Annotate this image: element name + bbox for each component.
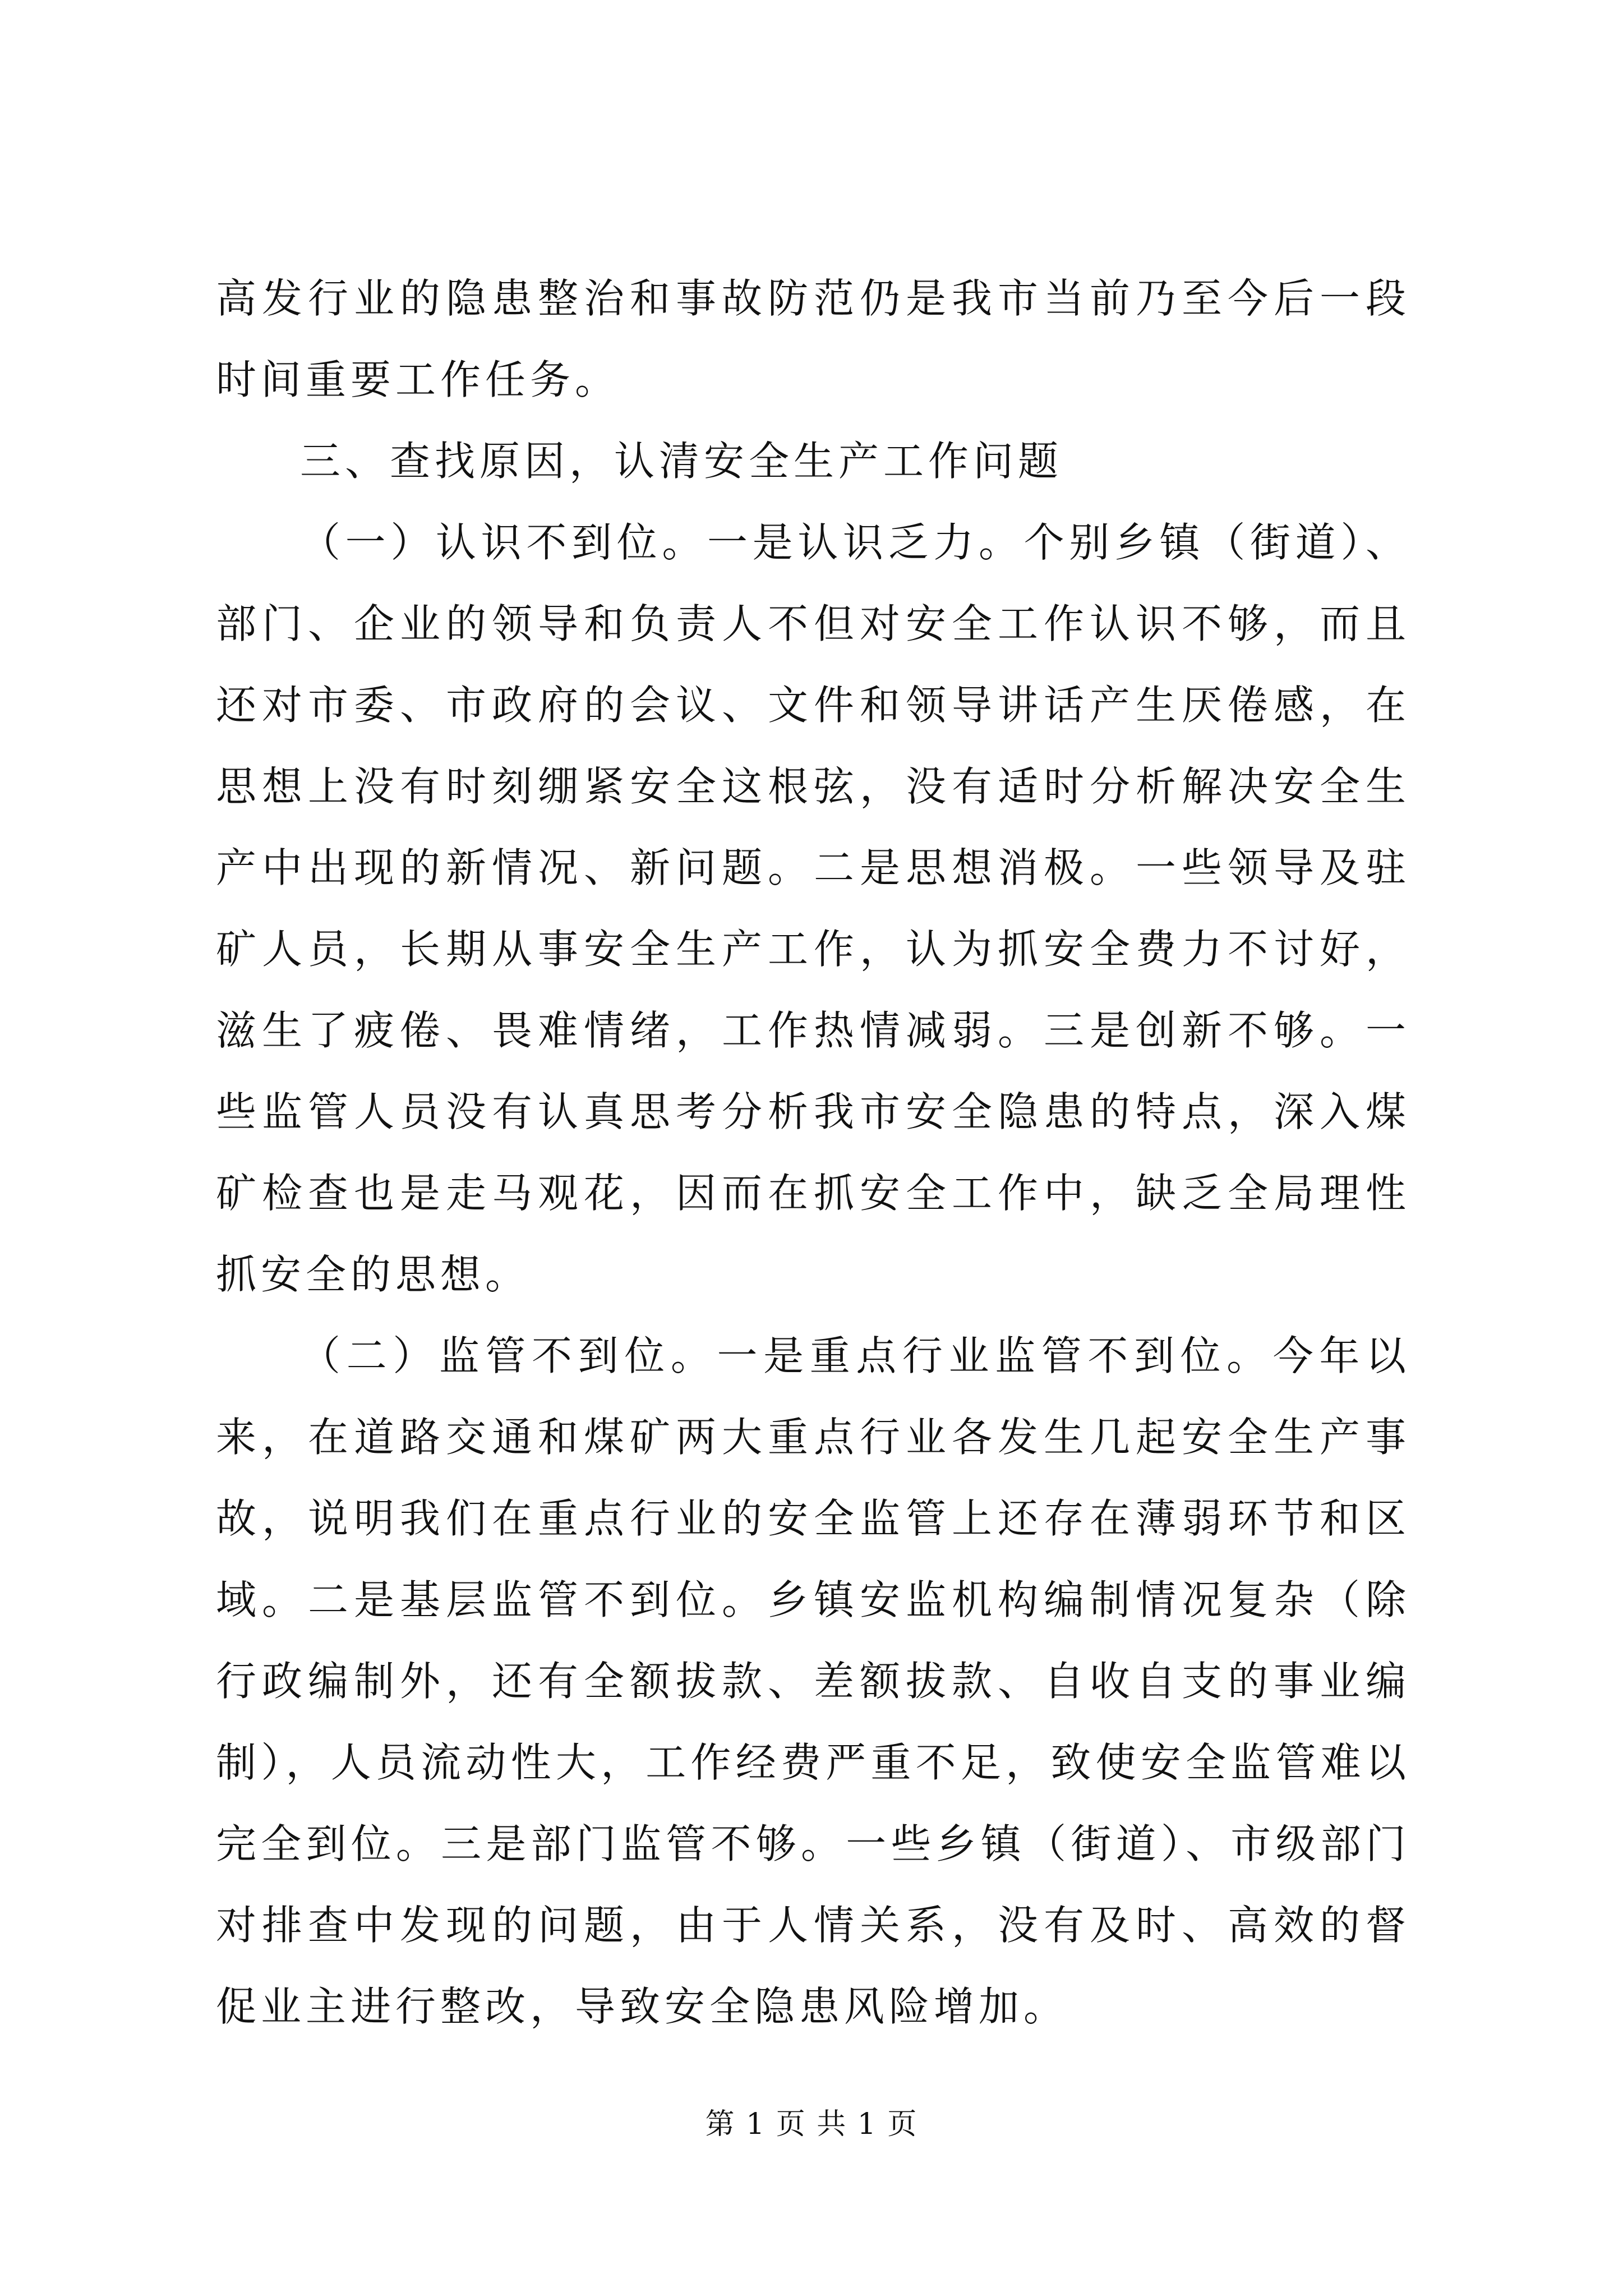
document-body [216, 258, 1410, 2047]
paragraph-awareness: （一）认识不到位。一是认识乏力。个别乡镇（街道）、部门、企业的领导和负责人不但对安全工作认识不够，而且还对市委、市政府的会议、文件和领导讲话产生厌倦感，在思想上没有时刻绷紧安全这根弦，没有适时分析解决安全生产中出现的新情况、新问题。二是思想消极。一些领导及驻矿人员，长期从事安全生产工作，认为抓安全费力不讨好，滋生了疲倦、畏难情绪，工作热情减弱。三是创新不够。一些监管人员没有认真思考分析我市安全隐患的特点，深入煤矿检查也是走马观花，因而在抓安全工作中，缺乏全局理性抓安全的思想。 [216, 519, 1410, 1298]
paragraph-supervision: （二）监管不到位。一是重点行业监管不到位。今年以来，在道路交通和煤矿两大重点行业各发生几起安全生产事故，说明我们在重点行业的安全监管上还存在薄弱环节和区域。二是基层监管不到位。乡镇安监机构编制情况复杂（除行政编制外，还有全额拔款、差额拔款、自收自支的事业编制），人员流动性大，工作经费严重不足，致使安全监管难以完全到位。三是部门监管不够。一些乡镇（街道）、市级部门对排查中发现的问题，由于人情关系，没有及时、高效的督促业主进行整改，导致安全隐患风险增加。 [216, 1332, 1410, 2030]
section-heading: 三、查找原因，认清安全生产工作问题 [300, 438, 1063, 485]
paragraph-continuation: 高发行业的隐患整治和事故防范仍是我市当前乃至今后一段时间重要工作任务。 [216, 275, 1410, 403]
page-footer: 第 1 页 共 1 页 [705, 2108, 918, 2141]
